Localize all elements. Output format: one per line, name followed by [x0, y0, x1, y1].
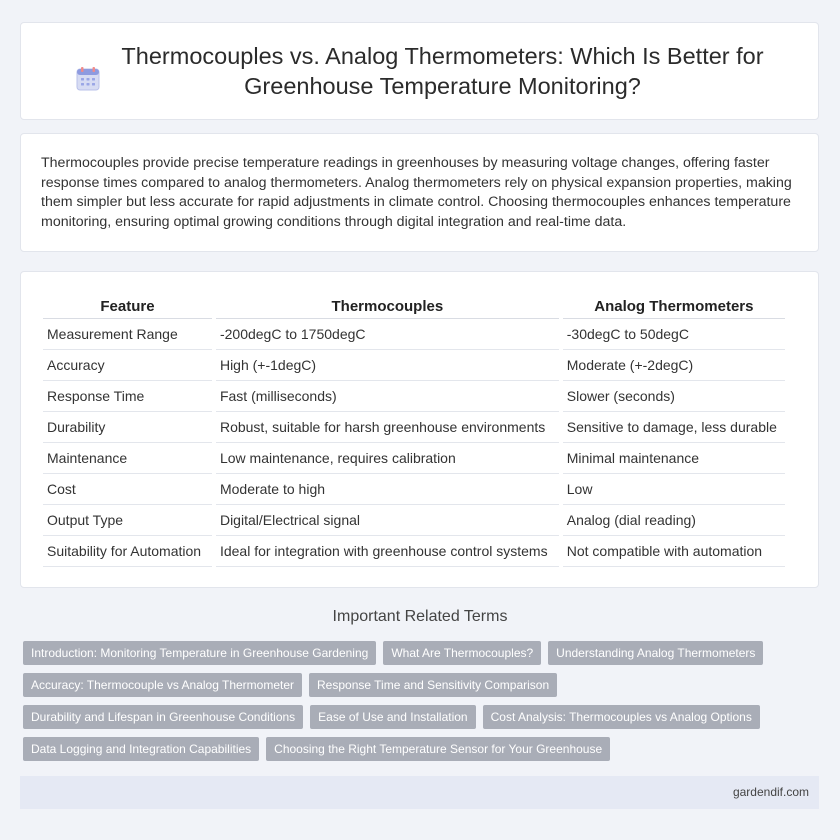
related-term-tag[interactable]: What Are Thermocouples?: [383, 641, 541, 665]
table-cell: Moderate to high: [216, 474, 559, 505]
table-cell: Output Type: [43, 505, 212, 536]
table-row: [43, 319, 785, 350]
table-row: [43, 412, 785, 443]
footer-site-link[interactable]: gardendif.com: [732, 785, 809, 799]
table-cell: -200degC to 1750degC: [216, 319, 559, 350]
related-term-tag[interactable]: Choosing the Right Temperature Sensor for Your Greenhouse: [266, 737, 610, 761]
related-term-tag[interactable]: Ease of Use and Installation: [310, 705, 475, 729]
table-row: [43, 536, 785, 567]
footer: [20, 776, 819, 809]
comparison-table-card: [20, 271, 819, 588]
table-cell: Measurement Range: [43, 319, 212, 350]
tag-row: [23, 673, 823, 697]
related-term-tag[interactable]: Accuracy: Thermocouple vs Analog Thermometer: [23, 673, 302, 697]
table-cell: Ideal for integration with greenhouse control systems: [216, 536, 559, 567]
table-cell: -30degC to 50degC: [563, 319, 785, 350]
related-term-tag[interactable]: Understanding Analog Thermometers: [548, 641, 763, 665]
title-card: [20, 22, 819, 120]
table-row: [43, 381, 785, 412]
table-row: [43, 505, 785, 536]
table-cell: Accuracy: [43, 350, 212, 381]
page-title: [121, 41, 763, 101]
table-cell: Fast (milliseconds): [216, 381, 559, 412]
table-cell: Robust, suitable for harsh greenhouse environments: [216, 412, 559, 443]
related-terms-heading: Important Related Terms: [332, 608, 508, 625]
intro-paragraph: Thermocouples provide precise temperature readings in greenhouses by measuring voltage changes, offering faster response times compared to analog thermometers. Analog thermometers rely on physical expansion properties, making them simpler but less accurate for rapid adjustments in climate control. Choosing thermocouples enhances temperature monitoring, ensuring optimal growing conditions through digital integration and real-time data.: [41, 155, 792, 230]
intro-card: [20, 133, 819, 252]
table-cell: Low: [563, 474, 785, 505]
table-cell: Analog (dial reading): [563, 505, 785, 536]
table-row: [43, 350, 785, 381]
column-header-thermocouples: Thermocouples: [216, 295, 559, 319]
page-title-line-1: Thermocouples vs. Analog Thermometers: Which Is Better for: [121, 43, 764, 69]
related-terms-tags: [23, 641, 823, 769]
table-cell: Suitability for Automation: [43, 536, 212, 567]
calendar-icon: [75, 66, 101, 92]
title-wrap: [40, 41, 800, 101]
table-cell: Maintenance: [43, 443, 212, 474]
table-header-row: [43, 295, 785, 319]
comparison-table: [39, 295, 789, 567]
table-cell: Minimal maintenance: [563, 443, 785, 474]
related-term-tag[interactable]: Durability and Lifespan in Greenhouse Conditions: [23, 705, 303, 729]
table-cell: Moderate (+-2degC): [563, 350, 785, 381]
table-cell: Cost: [43, 474, 212, 505]
related-term-tag[interactable]: Introduction: Monitoring Temperature in Greenhouse Gardening: [23, 641, 376, 665]
page-title-line-2: Greenhouse Temperature Monitoring?: [244, 73, 641, 99]
related-term-tag[interactable]: Cost Analysis: Thermocouples vs Analog Options: [483, 705, 760, 729]
table-cell: Sensitive to damage, less durable: [563, 412, 785, 443]
table-cell: Slower (seconds): [563, 381, 785, 412]
table-cell: Low maintenance, requires calibration: [216, 443, 559, 474]
table-row: [43, 474, 785, 505]
tag-row: [23, 705, 823, 729]
table-cell: Response Time: [43, 381, 212, 412]
column-header-analog: Analog Thermometers: [563, 295, 785, 319]
table-cell: Durability: [43, 412, 212, 443]
table-row: [43, 443, 785, 474]
table-cell: High (+-1degC): [216, 350, 559, 381]
related-term-tag[interactable]: Data Logging and Integration Capabilities: [23, 737, 259, 761]
table-cell: Not compatible with automation: [563, 536, 785, 567]
tag-row: [23, 641, 823, 665]
table-cell: Digital/Electrical signal: [216, 505, 559, 536]
related-term-tag[interactable]: Response Time and Sensitivity Comparison: [309, 673, 557, 697]
column-header-feature: Feature: [43, 295, 212, 319]
tag-row: [23, 737, 823, 761]
